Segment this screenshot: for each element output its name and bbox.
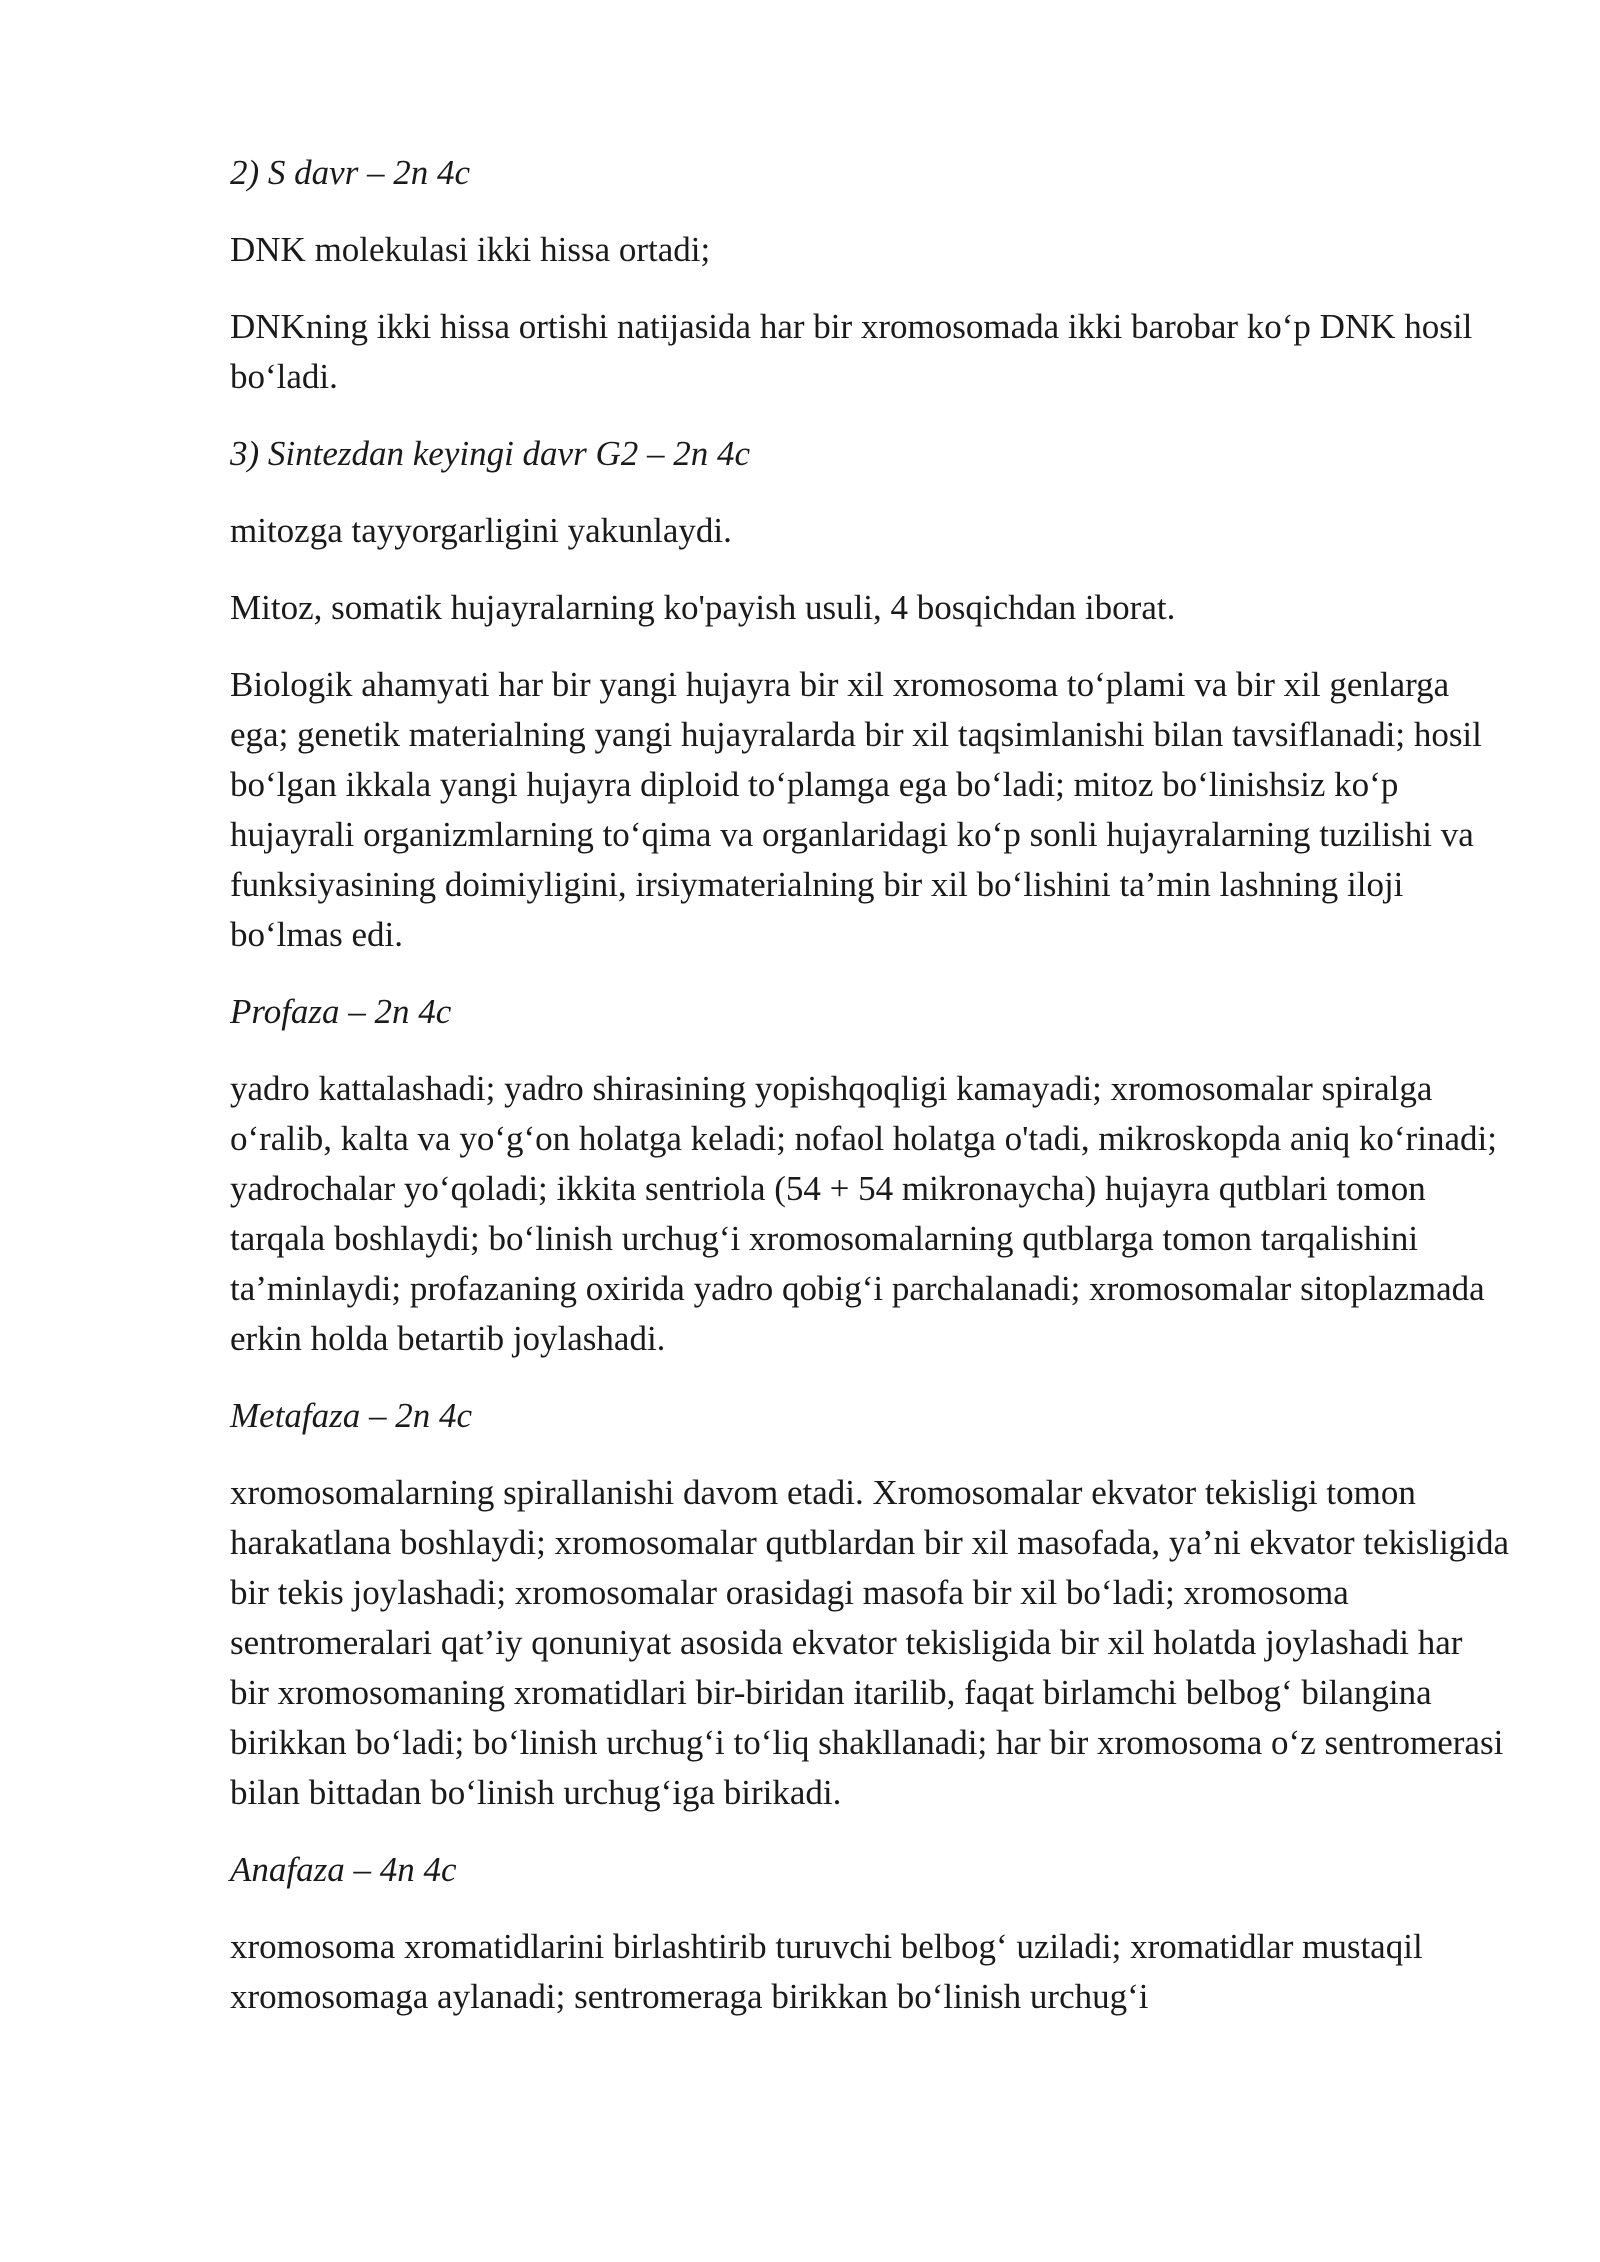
heading-anaphase: Anafaza – 4n 4c: [230, 1850, 457, 1889]
paragraph: yadro kattalashadi; yadro shirasining yopishqoqligi kamayadi; xromosomalar spiralga o‘ralib, kalta va yo‘g‘on holatga keladi; nofaol holatga o'tadi, mikroskopda aniq ko‘rinadi; yadrochalar yo‘qoladi; ikkita sentriola (54 + 54 mikronaycha) hujayra qutblari tomon tarqala boshlaydi; bo‘linish urchug‘i xromosomalarning qutblarga tomon tarqalishini ta’minlaydi; profazaning oxirida yadro qobig‘i parchalanadi; xromosomalar sitoplazmada erkin holda betartib joylashadi.: [230, 1069, 1497, 1358]
paragraph: Biologik ahamyati har bir yangi hujayra bir xil xromosoma to‘plami va bir xil genlarga ega; genetik materialning yangi hujayralarda bir xil taqsimlanishi bilan tavsiflanadi; hosil bo‘lgan ikkala yangi hujayra diploid to‘plamga ega bo‘ladi; mitoz bo‘linishsiz ko‘p hujayrali organizmlarning to‘qima va organlaridagi ko‘p sonli hujayralarning tuzilishi va funksiyasining doimiyligini, irsiymaterialning bir xil bo‘lishini ta’min lashning iloji bo‘lmas edi.: [230, 665, 1482, 954]
heading-prophase: Profaza – 2n 4c: [230, 992, 452, 1031]
paragraph: xromosoma xromatidlarini birlashtirib turuvchi belbog‘ uziladi; xromatidlar mustaqil xromosomaga aylanadi; sentromeraga birikkan bo‘linish urchug‘i: [230, 1927, 1423, 2016]
paragraph: Mitoz, somatik hujayralarning ko'payish usuli, 4 bosqichdan iborat.: [230, 588, 1176, 627]
paragraph: xromosomalarning spirallanishi davom etadi. Xromosomalar ekvator tekisligi tomon harakatlana boshlaydi; xromosomalar qutblardan bir xil masofada, ya’ni ekvator tekisligida bir tekis joylashadi; xromosomalar orasidagi masofa bir xil bo‘ladi; xromosoma sentromeralari qat’iy qonuniyat asosida ekvator tekisligida bir xil holatda joylashadi har bir xromosomaning xromatidlari bir-biridan itarilib, faqat birlamchi belbog‘ bilangina birikkan bo‘ladi; bo‘linish urchug‘i to‘liq shakllanadi; har bir xromosoma o‘z sentromerasi bilan bittadan bo‘linish urchug‘iga birikadi.: [230, 1473, 1510, 1812]
paragraph: DNKning ikki hissa ortishi natijasida har bir xromosomada ikki barobar ko‘p DNK hosil bo‘ladi.: [230, 307, 1473, 396]
paragraph: DNK molekulasi ikki hissa ortadi;: [230, 230, 711, 269]
heading-metaphase: Metafaza – 2n 4c: [230, 1396, 473, 1435]
paragraph: mitozga tayyorgarligini yakunlaydi.: [230, 511, 732, 550]
document-page: [230, 148, 1510, 2049]
heading-g2-period: 3) Sintezdan keyingi davr G2 – 2n 4c: [230, 434, 751, 473]
heading-s-period: 2) S davr – 2n 4c: [230, 153, 471, 192]
